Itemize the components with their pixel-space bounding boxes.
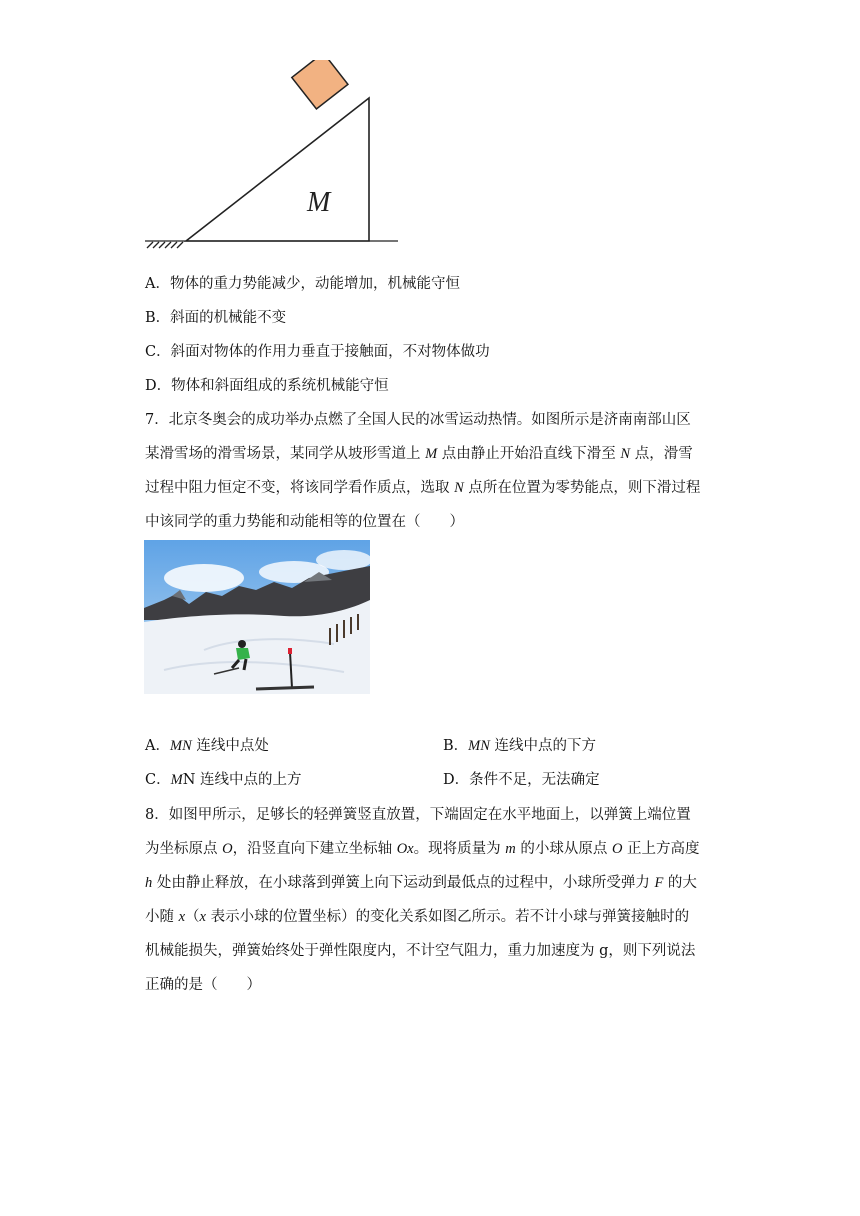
q7-stem-line-1: 7．北京冬奥会的成功举办点燃了全国人民的冰雪运动热情。如图所示是济南南部山区 — [145, 412, 691, 428]
q8-stem — [145, 798, 720, 1002]
q7-stem — [145, 403, 720, 539]
q8-stem-line-5: 机械能损失，弹簧始终处于弹性限度内，不计空气阻力，重力加速度为 g，则下列说法 — [145, 943, 696, 959]
q8-stem-line-1: 8．如图甲所示，足够长的轻弹簧竖直放置，下端固定在水平地面上，以弹簧上端位置 — [145, 807, 691, 823]
q6-option-a: A．物体的重力势能减少，动能增加，机械能守恒 — [145, 276, 460, 292]
q7-stem-line-2: 某滑雪场的滑雪场景，某同学从坡形雪道上 M 点由静止开始沿直线下滑至 N 点，滑雪 — [145, 446, 693, 462]
incline-label: M — [307, 187, 331, 218]
q8-stem-line-4: 小随 x（x 表示小球的位置坐标）的变化关系如图乙所示。若不计小球与弹簧接触时的 — [145, 909, 690, 925]
q6-option-c: C．斜面对物体的作用力垂直于接触面，不对物体做功 — [145, 344, 490, 360]
ground-hatching — [145, 241, 398, 248]
q8-stem-line-6: 正确的是（ ） — [145, 977, 261, 993]
q7-stem-line-3: 过程中阻力恒定不变，将该同学看作质点，选取 N 点所在位置为零势能点，则下滑过程 — [145, 480, 701, 496]
block — [292, 60, 348, 109]
q7-option-a: A．MN 连线中点处 — [145, 738, 269, 754]
incline-figure — [140, 60, 410, 250]
q7-option-d: D．条件不足，无法确定 — [443, 772, 600, 788]
incline-wedge — [186, 98, 369, 241]
q6-option-b: B．斜面的机械能不变 — [145, 310, 287, 326]
q8-stem-line-3: h 处由静止释放，在小球落到弹簧上向下运动到最低点的过程中，小球所受弹力 F 的大 — [145, 875, 697, 891]
q7-option-c: C．MN 连线中点的上方 — [145, 772, 302, 788]
ski-slope-photo — [144, 540, 370, 694]
q6-option-d: D．物体和斜面组成的系统机械能守恒 — [145, 378, 389, 394]
q7-stem-line-4: 中该同学的重力势能和动能相等的位置在（ ） — [145, 514, 464, 530]
q8-stem-line-2: 为坐标原点 O，沿竖直向下建立坐标轴 Ox。现将质量为 m 的小球从原点 O 正上方高度 — [145, 841, 700, 857]
q7-option-b: B．MN 连线中点的下方 — [443, 738, 597, 754]
